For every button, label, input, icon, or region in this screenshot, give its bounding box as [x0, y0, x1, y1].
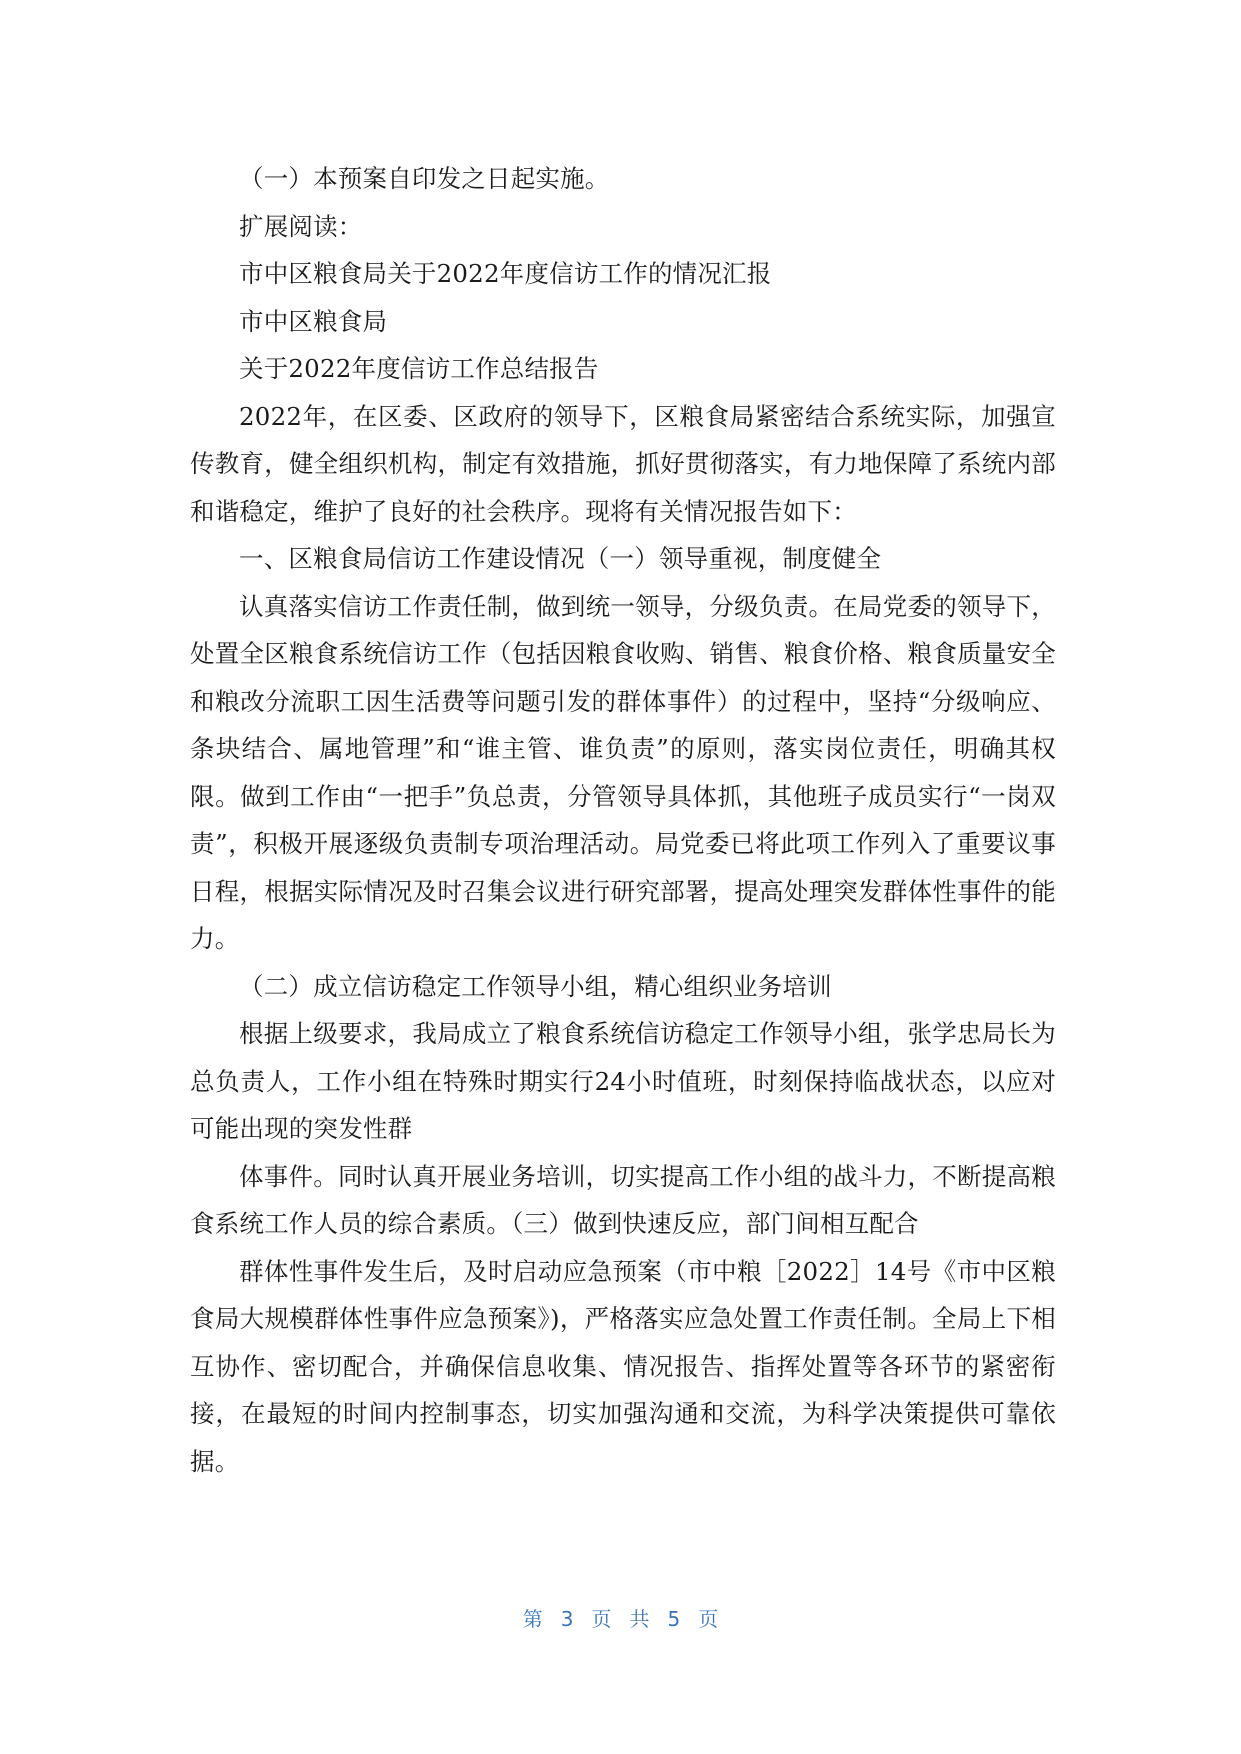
page-number-footer — [0, 1603, 1241, 1632]
footer-total-pages: 5 — [667, 1607, 681, 1631]
footer-prefix: 第 — [522, 1607, 543, 1631]
document-body — [190, 155, 1056, 1485]
paragraph-effective-date: （一）本预案自印发之日起实施。 — [239, 164, 610, 193]
footer-middle — [583, 1603, 659, 1632]
section-heading-one: 一、区粮食局信访工作建设情况（一）领导重视，制度健全 — [239, 544, 882, 573]
footer-glyph: 页 — [591, 1607, 612, 1631]
paragraph-report-title: 市中区粮食局关于2022年度信访工作的情况汇报 — [239, 259, 772, 288]
paragraph-introduction: 2022年，在区委、区政府的领导下，区粮食局紧密结合系统实际，加强宣传教育，健全组织机构，制定有效措施，抓好贯彻落实，有力地保障了系统内部和谐稳定，维护了良好的社会秩序。现将有关情况报告如下： — [190, 401, 1056, 526]
paragraph-leadership-group: 根据上级要求，我局成立了粮食系统信访稳定工作领导小组，张学忠局长为总负责人，工作小组在特殊时期实行24小时值班，时刻保持临战状态，以应对可能出现的突发性群 — [190, 1019, 1056, 1143]
paragraph-issuer: 市中区粮食局 — [239, 306, 388, 336]
section-heading-two: （二）成立信访稳定工作领导小组，精心组织业务培训 — [239, 971, 832, 1001]
footer-glyph: 共 — [629, 1607, 650, 1631]
paragraph-report-subtitle: 关于2022年度信访工作总结报告 — [239, 354, 599, 383]
paragraph-emergency-plan: 群体性事件发生后，及时启动应急预案（市中粮［2022］14号《市中区粮食局大规模群体性事件应急预案》)，严格落实应急处置工作责任制。全局上下相互协作、密切配合，并确保信息收集、情况报告、指挥处置等各环节的紧密衔接，在最短的时间内控制事态，切实加强沟通和交流，为科学决策提供可靠依据。 — [190, 1256, 1056, 1476]
paragraph-responsibility-system: 认真落实信访工作责任制，做到统一领导，分级负责。在局党委的领导下，处置全区粮食系统信访工作（包括因粮食收购、销售、粮食价格、粮食质量安全和粮改分流职工因生活费等问题引发的群体事件）的过程中，坚持“分级响应、条块结合、属地管理”和“谁主管、谁负责”的原则，落实岗位责任，明确其权限。做到工作由“一把手”负总责，分管领导具体抓，其他班子成员实行“一岗双责”，积极开展逐级负责制专项治理活动。局党委已将此项工作列入了重要议事日程，根据实际情况及时召集会议进行研究部署，提高处理突发群体性事件的能力。 — [190, 591, 1056, 953]
footer-current-page: 3 — [560, 1607, 574, 1631]
footer-suffix: 页 — [698, 1607, 719, 1631]
paragraph-further-reading-label: 扩展阅读： — [239, 211, 363, 241]
paragraph-training-and-response: 体事件。同时认真开展业务培训，切实提高工作小组的战斗力，不断提高粮食系统工作人员的综合素质。（三）做到快速反应，部门间相互配合 — [190, 1161, 1056, 1238]
